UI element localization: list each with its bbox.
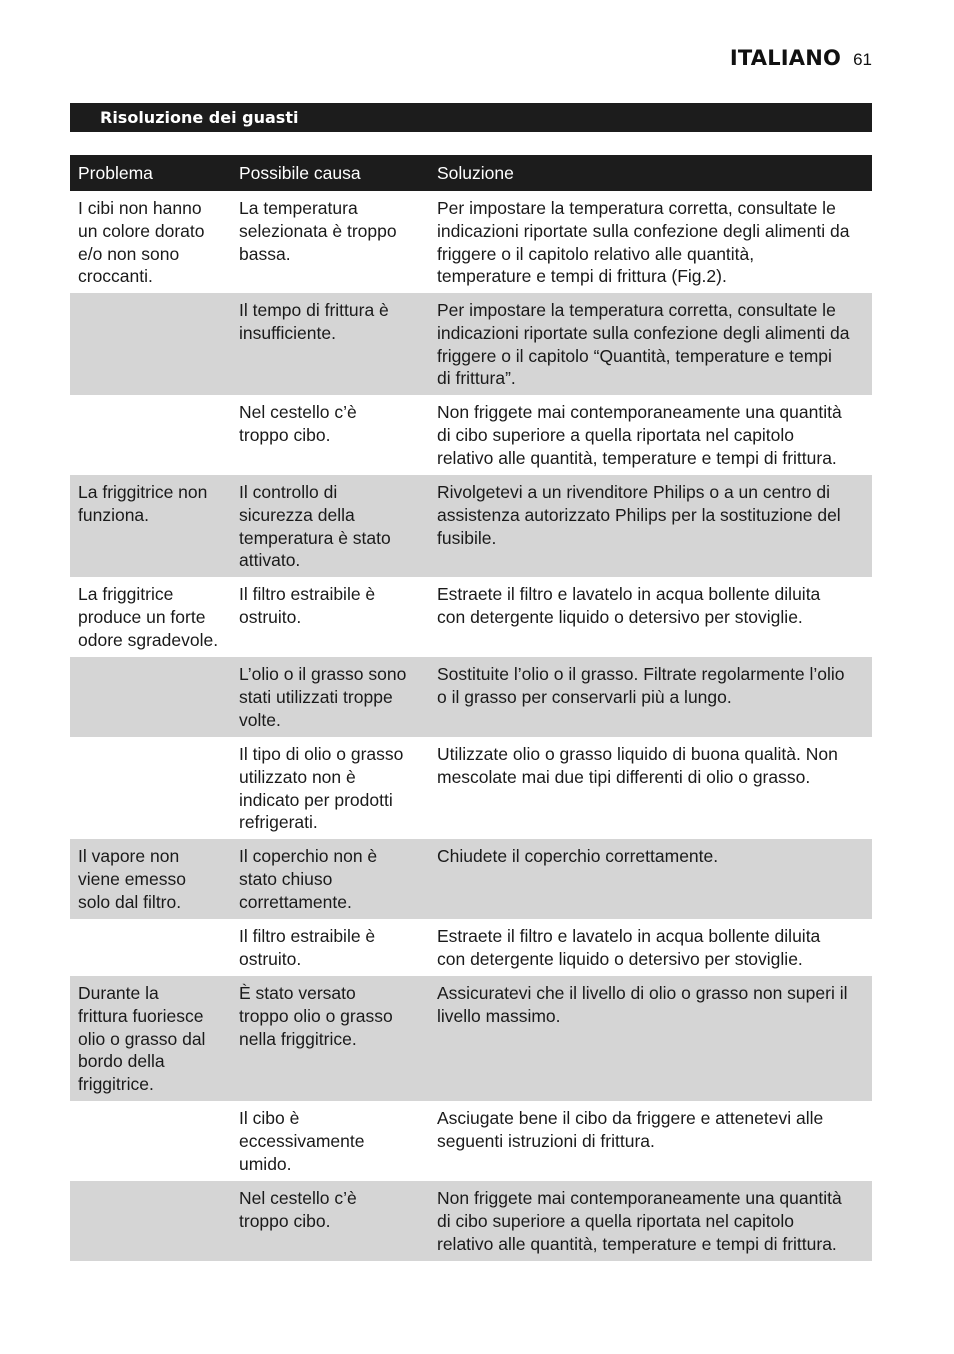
cell-cause: È stato versato troppo olio o grasso nella friggitrice.: [239, 983, 393, 1049]
cell-problem: [70, 919, 231, 976]
page-header: [730, 46, 872, 70]
cell-cause: Il tipo di olio o grasso utilizzato non è indicato per prodotti refrigerati.: [239, 744, 404, 833]
cell-cause: La temperatura selezionata è troppo bassa.: [239, 198, 397, 264]
table-row: [70, 919, 872, 976]
cell-solution: Sostituite l’olio o il grasso. Filtrate regolarmente l’olio o il grasso per conservarli più a lungo.: [437, 664, 845, 707]
cell-solution: Rivolgetevi a un rivenditore Philips o a un centro di assistenza autorizzato Philips per la sostituzione del fusibile.: [437, 482, 841, 548]
cell-cause: Il coperchio non è stato chiuso correttamente.: [239, 846, 378, 912]
cell-problem: Durante la frittura fuoriesce olio o grasso dal bordo della friggitrice.: [78, 983, 206, 1095]
cell-cause: Il filtro estraibile è ostruito.: [239, 926, 376, 969]
cell-problem: [70, 657, 231, 737]
table-row: [70, 657, 872, 737]
table-row: [70, 1101, 872, 1181]
page-number: 61: [853, 50, 872, 69]
cell-cause: Il filtro estraibile è ostruito.: [239, 584, 376, 627]
cell-problem: I cibi non hanno un colore dorato e/o non sono croccanti.: [78, 198, 205, 287]
section-title-bar: [70, 103, 872, 132]
cell-solution: Per impostare la temperatura corretta, consultate le indicazioni riportate sulla confezione degli alimenti da friggere o il capitolo “Quantità, temperature e tempi di frittura”.: [437, 300, 850, 389]
table-row: [70, 191, 872, 293]
table-row: [70, 293, 872, 395]
cell-cause: Il controllo di sicurezza della temperatura è stato attivato.: [239, 482, 391, 571]
cell-problem: [70, 737, 231, 839]
cell-solution: Estraete il filtro e lavatelo in acqua bollente diluita con detergente liquido o detersivo per stoviglie.: [437, 584, 821, 627]
troubleshooting-table: [70, 155, 872, 1261]
header-problem: Problema: [78, 162, 153, 183]
cell-problem: [70, 395, 231, 475]
cell-cause: Il tempo di frittura è insufficiente.: [239, 300, 389, 343]
cell-cause: L’olio o il grasso sono stati utilizzati troppe volte.: [239, 664, 407, 730]
cell-problem: La friggitrice produce un forte odore sgradevole.: [78, 584, 219, 650]
cell-cause: Il cibo è eccessivamente umido.: [239, 1108, 365, 1174]
cell-problem: La friggitrice non funziona.: [78, 482, 208, 525]
header-cause: Possibile causa: [239, 162, 361, 183]
cell-problem: [70, 1101, 231, 1181]
cell-solution: Non friggete mai contemporaneamente una quantità di cibo superiore a quella riportata nel capitolo relativo alle quantità, temperature e tempi di frittura.: [437, 402, 842, 468]
cell-problem: [70, 293, 231, 395]
cell-solution: Chiudete il coperchio correttamente.: [437, 846, 719, 866]
cell-solution: Asciugate bene il cibo da friggere e attenetevi alle seguenti istruzioni di frittura.: [437, 1108, 824, 1151]
cell-problem: Il vapore non viene emesso solo dal filtro.: [78, 846, 186, 912]
table-row: [70, 839, 872, 919]
cell-cause: Nel cestello c’è troppo cibo.: [239, 402, 357, 445]
table-header-row: [70, 155, 872, 191]
table-row: [70, 395, 872, 475]
table-row: [70, 976, 872, 1101]
language-label: ITALIANO: [729, 46, 842, 70]
section-title: Risoluzione dei guasti: [100, 108, 299, 127]
header-solution: Soluzione: [437, 162, 514, 183]
cell-cause: Nel cestello c’è troppo cibo.: [239, 1188, 357, 1231]
cell-solution: Per impostare la temperatura corretta, consultate le indicazioni riportate sulla confezione degli alimenti da friggere o il capitolo relativo alle quantità, temperature e tempi di frittura (Fig.2).: [437, 198, 850, 287]
table-row: [70, 737, 872, 839]
table-row: [70, 475, 872, 577]
cell-problem: [70, 1181, 231, 1261]
table-row: [70, 577, 872, 657]
cell-solution: Assicuratevi che il livello di olio o grasso non superi il livello massimo.: [437, 983, 848, 1026]
cell-solution: Utilizzate olio o grasso liquido di buona qualità. Non mescolate mai due tipi differenti di olio o grasso.: [437, 744, 838, 787]
table-row: [70, 1181, 872, 1261]
cell-solution: Non friggete mai contemporaneamente una quantità di cibo superiore a quella riportata nel capitolo relativo alle quantità, temperature e tempi di frittura.: [437, 1188, 842, 1254]
cell-solution: Estraete il filtro e lavatelo in acqua bollente diluita con detergente liquido o detersivo per stoviglie.: [437, 926, 821, 969]
